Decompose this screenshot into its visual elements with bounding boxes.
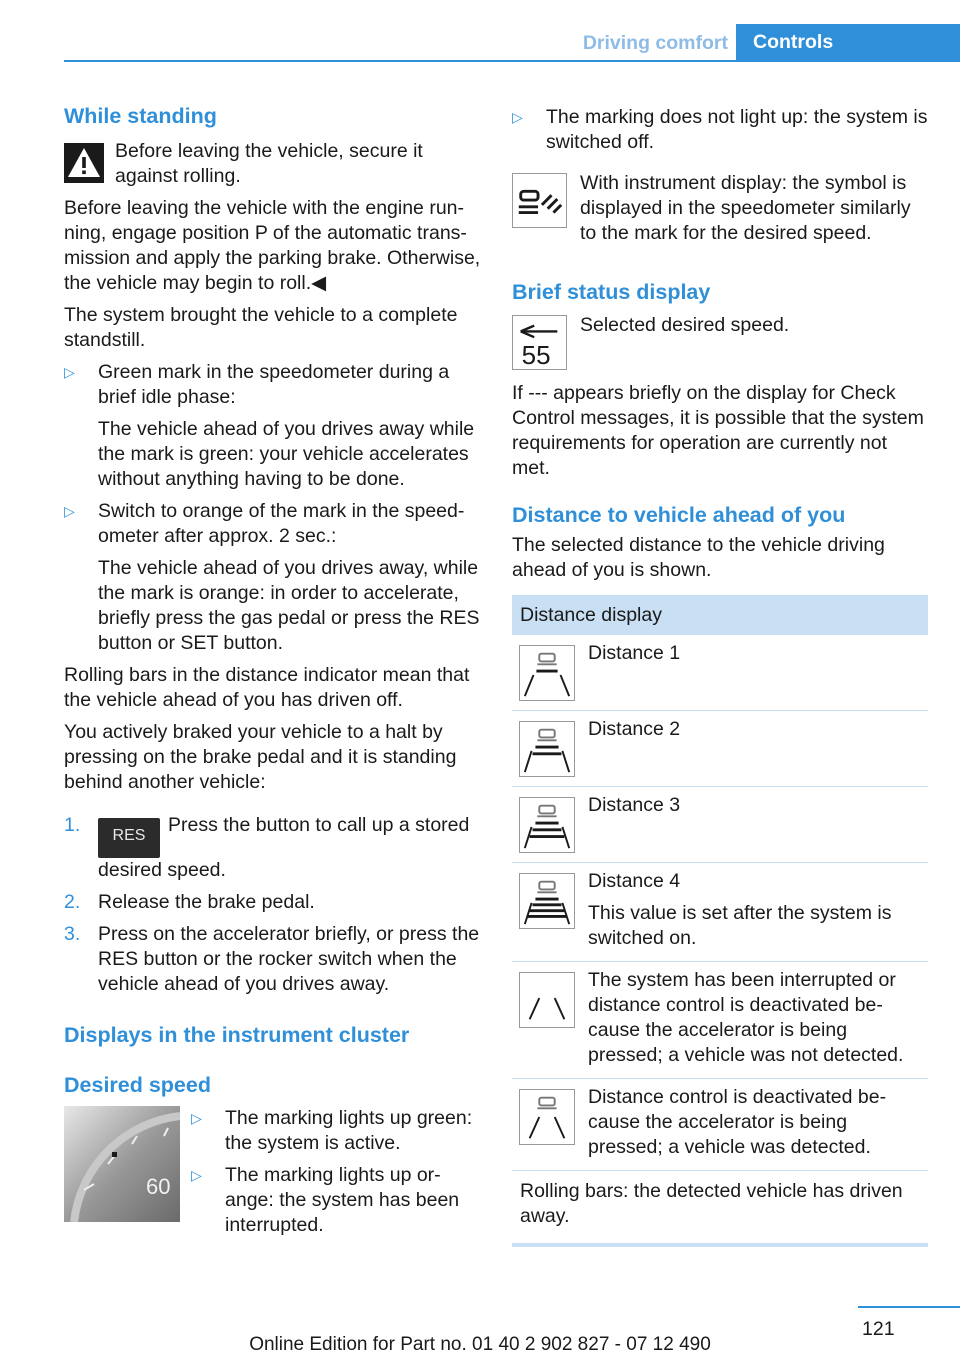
header-chapter-tab: Controls xyxy=(736,24,960,61)
page-number: 121 xyxy=(862,1318,895,1340)
heading-while-standing: While standing xyxy=(64,104,217,128)
heading-desired-speed: Desired speed xyxy=(64,1073,211,1097)
brief-status-block xyxy=(512,313,928,371)
bullet-text: The marking lights up green: the system is active. xyxy=(225,1107,473,1154)
bullet-item xyxy=(64,499,482,656)
header-rule xyxy=(64,60,960,62)
step-text: Press on the accelerator briefly, or press the RES button or the rocker switch when the vehicle ahead of you drives away. xyxy=(98,923,480,995)
bullet-text: Green mark in the speedometer during a brief idle phase: xyxy=(98,361,450,408)
desired-speed-list xyxy=(191,1106,482,1238)
distance-1-icon xyxy=(519,645,575,701)
row-text: The system has been interrupted or distance control is deactivated be-cause the accelerator is being pressed; a vehicle was not detected. xyxy=(588,969,904,1066)
paragraph-distance-intro: The selected distance to the vehicle driving ahead of you is shown. xyxy=(512,534,885,581)
right-column xyxy=(512,102,928,1247)
paragraph-braked: You actively braked your vehicle to a halt by pressing on the brake pedal and it is standing behind another vehicle: xyxy=(64,721,457,793)
vehicle-detected-icon xyxy=(519,1089,575,1145)
header-section-title: Driving comfort xyxy=(582,32,728,54)
bullet-item xyxy=(512,105,928,155)
table-header: Distance display xyxy=(512,595,928,635)
row-text: Rolling bars: the detected vehicle has driven away. xyxy=(520,1180,903,1227)
distance-control-symbol-icon xyxy=(512,173,567,228)
table-row xyxy=(512,787,928,863)
heading-brief-status: Brief status display xyxy=(512,280,711,304)
heading-displays: Displays in the instrument cluster xyxy=(64,1023,410,1047)
res-button-icon: RES xyxy=(98,818,160,858)
left-column xyxy=(64,102,482,1238)
table-row xyxy=(512,962,928,1079)
distance-2-icon xyxy=(519,721,575,777)
page-number-rule xyxy=(858,1306,960,1308)
instrument-display-text: With instrument display: the symbol is displayed in the speedometer similarly to the mark for the desired speed. xyxy=(580,172,911,244)
step-item xyxy=(64,890,482,915)
bullet-text: The marking does not light up: the system is switched off. xyxy=(546,106,928,153)
paragraph-check-control: If --- appears briefly on the display for Check Control messages, it is possible that the system requirements for operation are currently not met. xyxy=(512,382,924,479)
row-text: This value is set after the system is switched on. xyxy=(588,902,892,949)
speed-55-icon xyxy=(512,315,567,370)
row-text: Distance 3 xyxy=(588,794,681,816)
bullet-triangle-icon: ▷ xyxy=(64,364,75,380)
step-text: Release the brake pedal. xyxy=(98,891,315,913)
bullet-subtext: The vehicle ahead of you drives away while the mark is green: your vehicle accelerates without anything having to be done. xyxy=(98,418,475,490)
warning-block xyxy=(64,139,482,189)
row-text: Distance control is deactivated be-cause the accelerator is being pressed; a vehicle was detected. xyxy=(588,1086,887,1158)
distance-4-icon xyxy=(519,873,575,929)
step-item xyxy=(64,922,482,997)
bullet-item xyxy=(191,1106,482,1156)
edition-footer: Online Edition for Part no. 01 40 2 902 827 - 07 12 490 xyxy=(249,1334,711,1355)
distance-3-icon xyxy=(519,797,575,853)
step-number: 3. xyxy=(64,923,81,945)
row-text: Distance 1 xyxy=(588,642,681,664)
step-number: 1. xyxy=(64,814,81,836)
step-number: 2. xyxy=(64,891,81,913)
speedometer-label: 60 xyxy=(146,1174,171,1199)
table-row xyxy=(512,1079,928,1171)
bullet-subtext: The vehicle ahead of you drives away, while the mark is orange: in order to accelerate, briefly press the gas pedal or press the RES button or SET button. xyxy=(98,557,480,654)
bullet-triangle-icon: ▷ xyxy=(64,503,75,519)
warning-icon xyxy=(64,143,104,183)
paragraph-rolling-bars: Rolling bars in the distance indicator mean that the vehicle ahead of you has driven off. xyxy=(64,664,470,711)
no-vehicle-icon xyxy=(519,972,575,1028)
distance-table xyxy=(512,595,928,1247)
bullet-triangle-icon: ▷ xyxy=(191,1110,202,1126)
table-row xyxy=(512,711,928,787)
row-text: Distance 2 xyxy=(588,718,681,740)
brief-status-text: Selected desired speed. xyxy=(580,314,790,336)
speedometer-image xyxy=(64,1106,180,1222)
bullet-item xyxy=(191,1163,482,1238)
paragraph-leaving-vehicle: Before leaving the vehicle with the engine run-ning, engage position P of the automatic trans-mission and apply the parking brake. Otherwise, the vehicle may begin to roll.◀ xyxy=(64,197,481,294)
speed-55-label: 55 xyxy=(521,340,551,370)
warning-text: Before leaving the vehicle, secure it against rolling. xyxy=(115,140,423,187)
desired-speed-block xyxy=(64,1106,482,1238)
row-text: Distance 4 xyxy=(588,870,681,892)
instrument-display-block xyxy=(512,171,928,246)
table-footer-row xyxy=(512,1171,928,1247)
bullet-text: Switch to orange of the mark in the speed-ometer after approx. 2 sec.: xyxy=(98,500,465,547)
step-text: Press the button to call up a stored desired speed. xyxy=(98,814,470,881)
step-item xyxy=(64,813,482,883)
bullet-triangle-icon: ▷ xyxy=(191,1167,202,1183)
table-row xyxy=(512,635,928,711)
bullet-item xyxy=(64,360,482,492)
heading-distance: Distance to vehicle ahead of you xyxy=(512,503,846,527)
table-row xyxy=(512,863,928,962)
bullet-triangle-icon: ▷ xyxy=(512,109,523,125)
paragraph-standstill: The system brought the vehicle to a complete standstill. xyxy=(64,304,458,351)
bullet-text: The marking lights up or-ange: the system has been interrupted. xyxy=(225,1164,460,1236)
